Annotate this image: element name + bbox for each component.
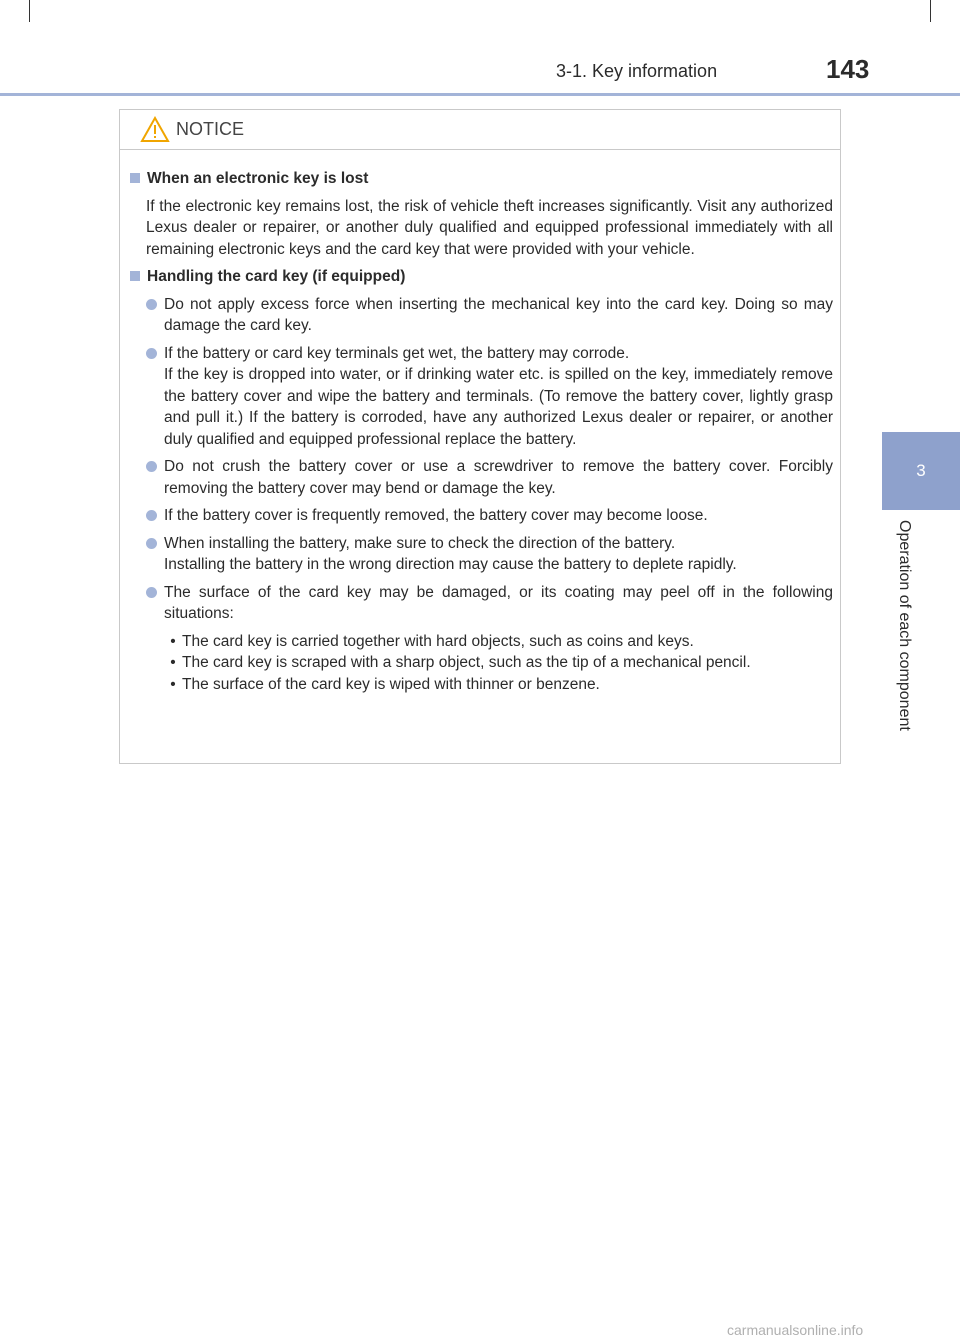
section-heading: When an electronic key is lost [128, 168, 833, 190]
chapter-title: Operation of each component [896, 520, 913, 731]
round-bullet-icon [146, 299, 157, 310]
notice-title: NOTICE [176, 119, 245, 139]
round-bullet-icon [146, 510, 157, 521]
notice-box [119, 109, 841, 764]
crop-mark [29, 0, 30, 22]
list-item: Do not apply excess force when inserting the mechanical key into the card key. Doing so may damage the card key. [146, 294, 833, 337]
list-item: If the battery cover is frequently removed, the battery cover may become loose. [146, 505, 833, 527]
watermark: carmanualsonline.info [727, 1322, 864, 1338]
crop-mark [930, 0, 931, 22]
warning-icon [140, 116, 170, 143]
notice-header [120, 110, 840, 150]
round-bullet-icon [146, 587, 157, 598]
sub-list [164, 631, 833, 696]
section-heading: Handling the card key (if equipped) [128, 266, 833, 288]
list-item: Do not crush the battery cover or use a screwdriver to remove the battery cover. Forcibly removing the battery cover may bend or damage the key. [146, 456, 833, 499]
round-bullet-icon [146, 538, 157, 549]
sub-list-item: • The card key is scraped with a sharp object, such as the tip of a mechanical pencil. [170, 654, 751, 671]
page-number: 143 [826, 54, 870, 84]
header-rule [0, 93, 960, 96]
section-title: 3-1. Key information [556, 61, 718, 81]
notice-content [128, 168, 833, 701]
section-paragraph: If the electronic key remains lost, the risk of vehicle theft increases significantly. Visit any authorized Lexus dealer or repairer, or another duly qualified and equipped professional immediately with all remaining electronic keys and the card key that were provided with your vehicle. [146, 197, 833, 258]
square-bullet-icon [130, 271, 140, 281]
square-bullet-icon [130, 173, 140, 183]
chapter-label [893, 520, 915, 780]
list-item: The surface of the card key may be damaged, or its coating may peel off in the following situations: • The card key is carried together with hard objects, such as coins and keys. • The card key is scraped with a sharp object, such as the tip of a mechanical pencil. • The surface of the card key is wiped with thinner or benzene. [146, 582, 833, 696]
sub-list-item: • The card key is carried together with hard objects, such as coins and keys. [170, 632, 694, 650]
chapter-tab[interactable] [882, 432, 960, 510]
round-bullet-icon [146, 461, 157, 472]
sub-list-item: • The surface of the card key is wiped with thinner or benzene. [170, 675, 600, 693]
round-bullet-icon [146, 348, 157, 359]
list-item: If the battery or card key terminals get wet, the battery may corrode. If the key is dropped into water, or if drinking water etc. is spilled on the key, immediately remove the battery cover and wipe the battery and terminals. (To remove the battery cover, lightly grasp and pull it.) If the battery is corroded, have any authorized Lexus dealer or repairer, or another duly qualified and equipped professional replace the battery. [146, 343, 833, 451]
chapter-number: 3 [916, 461, 926, 480]
list-item: When installing the battery, make sure to check the direction of the battery. Installing the battery in the wrong direction may cause the battery to deplete rapidly. [146, 533, 833, 576]
